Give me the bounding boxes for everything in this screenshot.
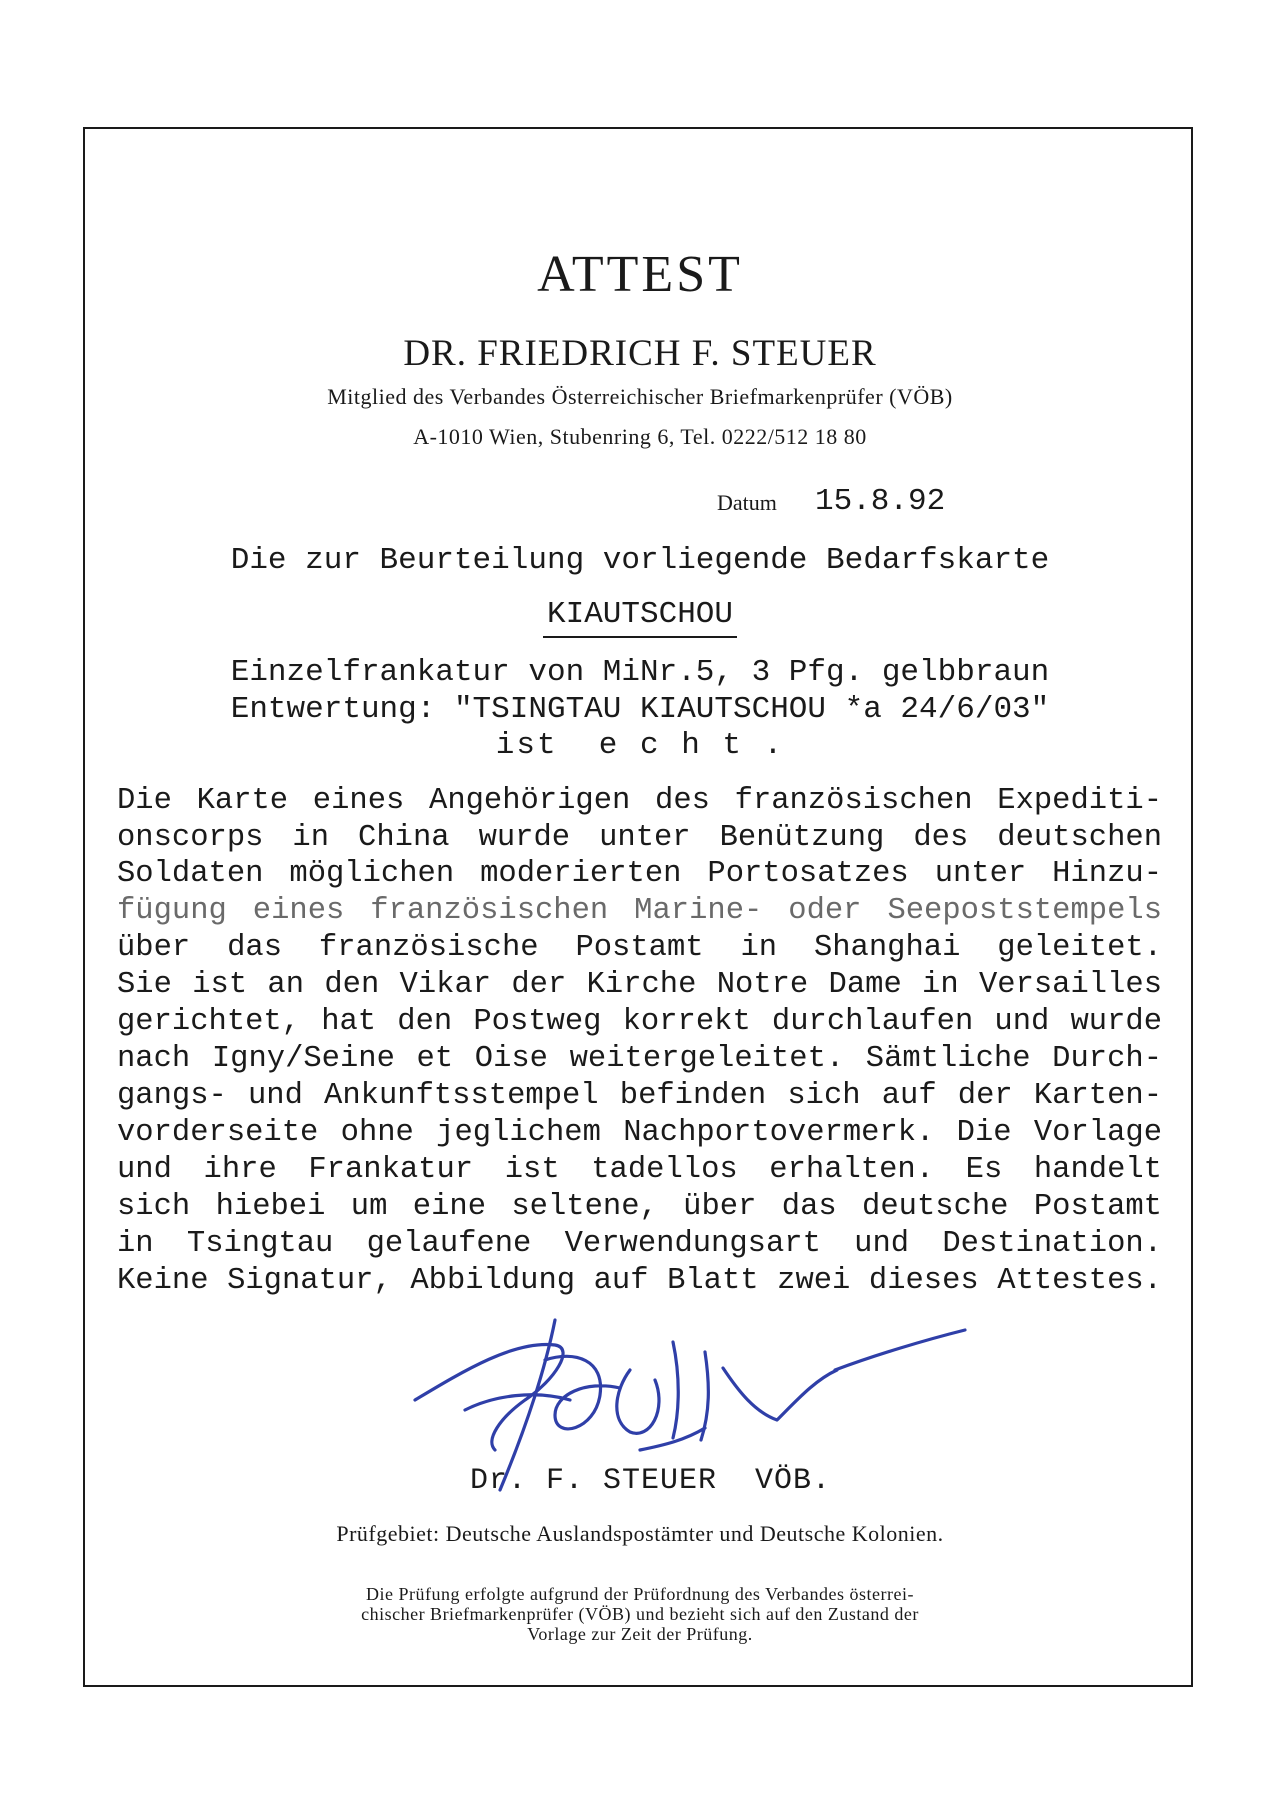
body-line: gangs- und Ankunftsstempel befinden sich auf der Karten- — [117, 1079, 1162, 1113]
object-name-text: KIAUTSCHOU — [543, 597, 737, 638]
address-line: A-1010 Wien, Stubenring 6, Tel. 0222/512 18 80 — [413, 424, 867, 449]
cancellation-line: Entwertung: "TSINGTAU KIAUTSCHOU *a 24/6/03" — [230, 692, 1050, 727]
body-line: onscorps in China wurde unter Benützung des deutschen — [117, 821, 1162, 855]
membership-line: Mitglied des Verbandes Österreichischer Briefmarkenprüfer (VÖB) — [327, 384, 953, 409]
franking-line: Einzelfrankatur von MiNr.5, 3 Pfg. gelbbraun — [230, 655, 1050, 690]
body-line: Die Karte eines Angehörigen des französischen Expediti- — [117, 784, 1162, 818]
signer-name: Dr. F. STEUER VÖB. — [470, 1464, 832, 1498]
body-line: in Tsingtau gelaufene Verwendungsart und Destination. — [117, 1227, 1162, 1261]
body-line: über das französische Postamt in Shanghai geleitet. — [117, 931, 1162, 965]
examination-scope: Prüfgebiet: Deutsche Auslandspostämter und Deutsche Kolonien. — [336, 1521, 944, 1546]
body-line: Keine Signatur, Abbildung auf Blatt zwei dieses Attestes. — [117, 1264, 1162, 1298]
document-title: ATTEST — [537, 246, 743, 303]
body-line: sich hiebei um eine seltene, über das deutsche Postamt — [117, 1190, 1162, 1224]
intro-line: Die zur Beurteilung vorliegende Bedarfskarte — [230, 543, 1050, 578]
body-line: vorderseite ohne jeglichem Nachportovermerk. Die Vorlage — [117, 1116, 1162, 1150]
body-line: nach Igny/Seine et Oise weitergeleitet. Sämtliche Durch- — [117, 1042, 1162, 1076]
body-line: gerichtet, hat den Postweg korrekt durchlaufen und wurde — [117, 1005, 1162, 1039]
body-line: Soldaten möglichen moderierten Portosatzes unter Hinzu- — [117, 857, 1162, 891]
date-value: 15.8.92 — [815, 484, 946, 519]
footnote-line: Vorlage zur Zeit der Prüfung. — [527, 1624, 753, 1644]
examiner-name: DR. FRIEDRICH F. STEUER — [403, 333, 877, 374]
verdict-line: ist e c h t . — [495, 728, 785, 763]
body-line: und ihre Frankatur ist tadellos erhalten. Es handelt — [117, 1153, 1162, 1187]
body-line: fügung eines französischen Marine- oder Seepoststempels — [117, 894, 1162, 928]
footnote-line: chischer Briefmarkenprüfer (VÖB) und bezieht sich auf den Zustand der — [361, 1604, 919, 1624]
body-line: Sie ist an den Vikar der Kirche Notre Dame in Versailles — [117, 968, 1162, 1002]
date-label: Datum — [717, 490, 777, 515]
footnote-line: Die Prüfung erfolgte aufgrund der Prüfordnung des Verbandes österrei- — [365, 1584, 915, 1604]
object-name — [0, 597, 1280, 632]
